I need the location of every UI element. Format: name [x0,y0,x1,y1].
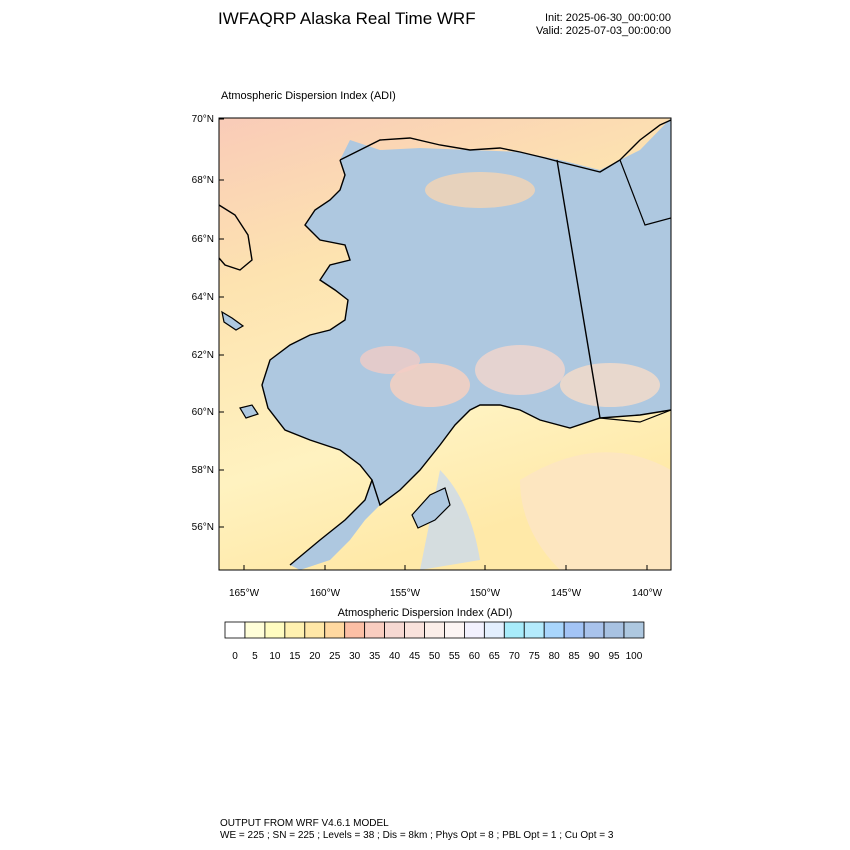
interior-warm-patch [360,346,420,374]
colorbar-label: 75 [528,651,540,662]
colorbar-swatch [584,622,604,638]
north-slope-warm-patch [425,172,535,208]
colorbar-label: 15 [289,651,301,662]
colorbar-swatch [265,622,285,638]
colorbar-swatch [624,622,644,638]
interior-warm-patch [475,345,565,395]
colorbar-label: 90 [588,651,600,662]
colorbar-swatch [444,622,464,638]
colorbar-swatch [524,622,544,638]
lat-tick-label: 56°N [191,522,214,533]
lat-tick-label: 66°N [191,234,214,245]
lon-tick-label: 150°W [469,588,501,599]
lon-tick-label: 145°W [550,588,582,599]
colorbar-label: 25 [329,651,341,662]
colorbar-swatch [305,622,325,638]
lat-tick-label: 68°N [191,175,214,186]
interior-warm-patch [560,363,660,407]
colorbar-swatch [345,622,365,638]
colorbar-label: 35 [369,651,381,662]
lat-tick-label: 64°N [191,292,214,303]
lat-tick-label: 62°N [191,350,214,361]
lat-tick-label: 70°N [191,114,214,125]
colorbar-label: 80 [548,651,560,662]
colorbar-swatch [484,622,504,638]
model-footer [220,818,613,842]
colorbar-label: 55 [448,651,460,662]
colorbar-label: 20 [309,651,321,662]
colorbar-swatch [544,622,564,638]
colorbar-swatch [405,622,425,638]
colorbar-label: 0 [232,651,238,662]
colorbar-label: 5 [252,651,258,662]
colorbar-label: 85 [568,651,580,662]
colorbar-label: 95 [608,651,620,662]
init-time: Init: 2025-06-30_00:00:00 [545,12,671,24]
lon-tick-label: 160°W [309,588,341,599]
colorbar-swatch [604,622,624,638]
colorbar-swatch [325,622,345,638]
colorbar-swatch [464,622,484,638]
lon-tick-label: 155°W [389,588,421,599]
colorbar-label: 45 [408,651,421,662]
field-label: Atmospheric Dispersion Index (ADI) [221,90,396,102]
colorbar-label: 60 [468,651,480,662]
colorbar-label: 30 [349,651,361,662]
colorbar-swatch [385,622,405,638]
colorbar-label: 10 [269,651,281,662]
lat-tick-label: 60°N [191,407,214,418]
colorbar [225,622,644,638]
colorbar-label: 40 [389,651,401,662]
colorbar-swatch [285,622,305,638]
footer-line-1: OUTPUT FROM WRF V4.6.1 MODEL [220,818,389,829]
colorbar-label: 50 [428,651,441,662]
colorbar-swatch [245,622,265,638]
colorbar-label: 65 [488,651,500,662]
lon-tick-label: 165°W [228,588,260,599]
colorbar-label: 100 [625,651,643,662]
lat-tick-label: 58°N [191,465,214,476]
lon-tick-label: 140°W [631,588,663,599]
colorbar-swatch [225,622,245,638]
valid-time: Valid: 2025-07-03_00:00:00 [536,25,671,37]
colorbar-swatch [425,622,445,638]
colorbar-title: Atmospheric Dispersion Index (ADI) [337,607,513,619]
colorbar-swatch [504,622,524,638]
colorbar-swatch [365,622,385,638]
colorbar-labels [232,651,643,662]
colorbar-label: 70 [508,651,520,662]
colorbar-swatch [564,622,584,638]
plot-title: IWFAQRP Alaska Real Time WRF [218,9,476,28]
footer-line-2: WE = 225 ; SN = 225 ; Levels = 38 ; Dis = 8km ; Phys Opt = 8 ; PBL Opt = 1 ; Cu Opt = 3 [220,830,614,841]
map-panel [219,118,671,570]
